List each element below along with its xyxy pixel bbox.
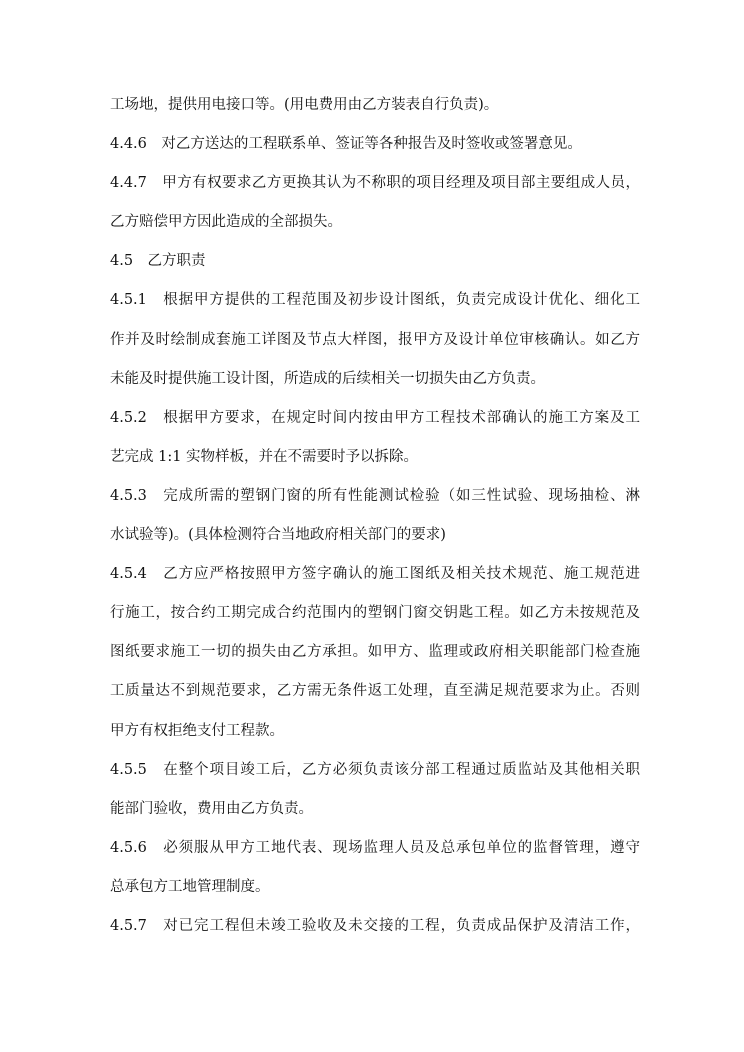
document-page xyxy=(110,94,640,954)
text-line: 4.5.4 乙方应严格按照甲方签字确认的施工图纸及相关技术规范、施工规范进 xyxy=(110,566,640,583)
text-line: 4.5.3 完成所需的塑钢门窗的所有性能测试检验（如三性试验、现场抽检、淋 xyxy=(110,487,640,504)
text-line: 4.5.7 对已完工程但未竣工验收及未交接的工程，负责成品保护及清洁工作， xyxy=(110,917,640,934)
text-line: 4.5 乙方职责 xyxy=(110,253,206,270)
text-line: 乙方赔偿甲方因此造成的全部损失。 xyxy=(110,214,342,231)
text-line: 工质量达不到规范要求，乙方需无条件返工处理，直至满足规范要求为止。否则 xyxy=(110,683,640,700)
text-line: 4.5.6 必须服从甲方工地代表、现场监理人员及总承包单位的监督管理，遵守 xyxy=(110,839,640,856)
text-line: 工场地，提供用电接口等。(用电费用由乙方装表自行负责)。 xyxy=(110,97,499,113)
text-line: 4.5.1 根据甲方提供的工程范围及初步设计图纸，负责完成设计优化、细化工 xyxy=(110,292,640,309)
text-line: 水试验等)。(具体检测符合当地政府相关部门的要求) xyxy=(110,527,446,544)
text-line: 4.5.2 根据甲方要求，在规定时间内按由甲方工程技术部确认的施工方案及工 xyxy=(110,409,640,426)
text-line: 4.4.7 甲方有权要求乙方更换其认为不称职的项目经理及项目部主要组成人员， xyxy=(110,175,640,192)
text-line: 未能及时提供施工设计图，所造成的后续相关一切损失由乙方负责。 xyxy=(110,370,545,387)
text-line: 总承包方工地管理制度。 xyxy=(110,878,270,895)
text-line: 能部门验收，费用由乙方负责。 xyxy=(110,800,313,817)
text-line: 4.5.5 在整个项目竣工后，乙方必须负责该分部工程通过质监站及其他相关职 xyxy=(110,761,640,778)
text-line: 4.4.6 对乙方送达的工程联系单、签证等各种报告及时签收或签署意见。 xyxy=(110,136,582,153)
text-line: 行施工，按合约工期完成合约范围内的塑钢门窗交钥匙工程。如乙方未按规范及 xyxy=(110,605,640,622)
text-line: 甲方有权拒绝支付工程款。 xyxy=(110,722,284,739)
text-line: 作并及时绘制成套施工详图及节点大样图，报甲方及设计单位审核确认。如乙方 xyxy=(110,331,640,348)
text-line: 图纸要求施工一切的损失由乙方承担。如甲方、监理或政府相关职能部门检查施 xyxy=(110,644,640,661)
text-line: 艺完成 1:1 实物样板，并在不需要时予以拆除。 xyxy=(110,448,419,465)
